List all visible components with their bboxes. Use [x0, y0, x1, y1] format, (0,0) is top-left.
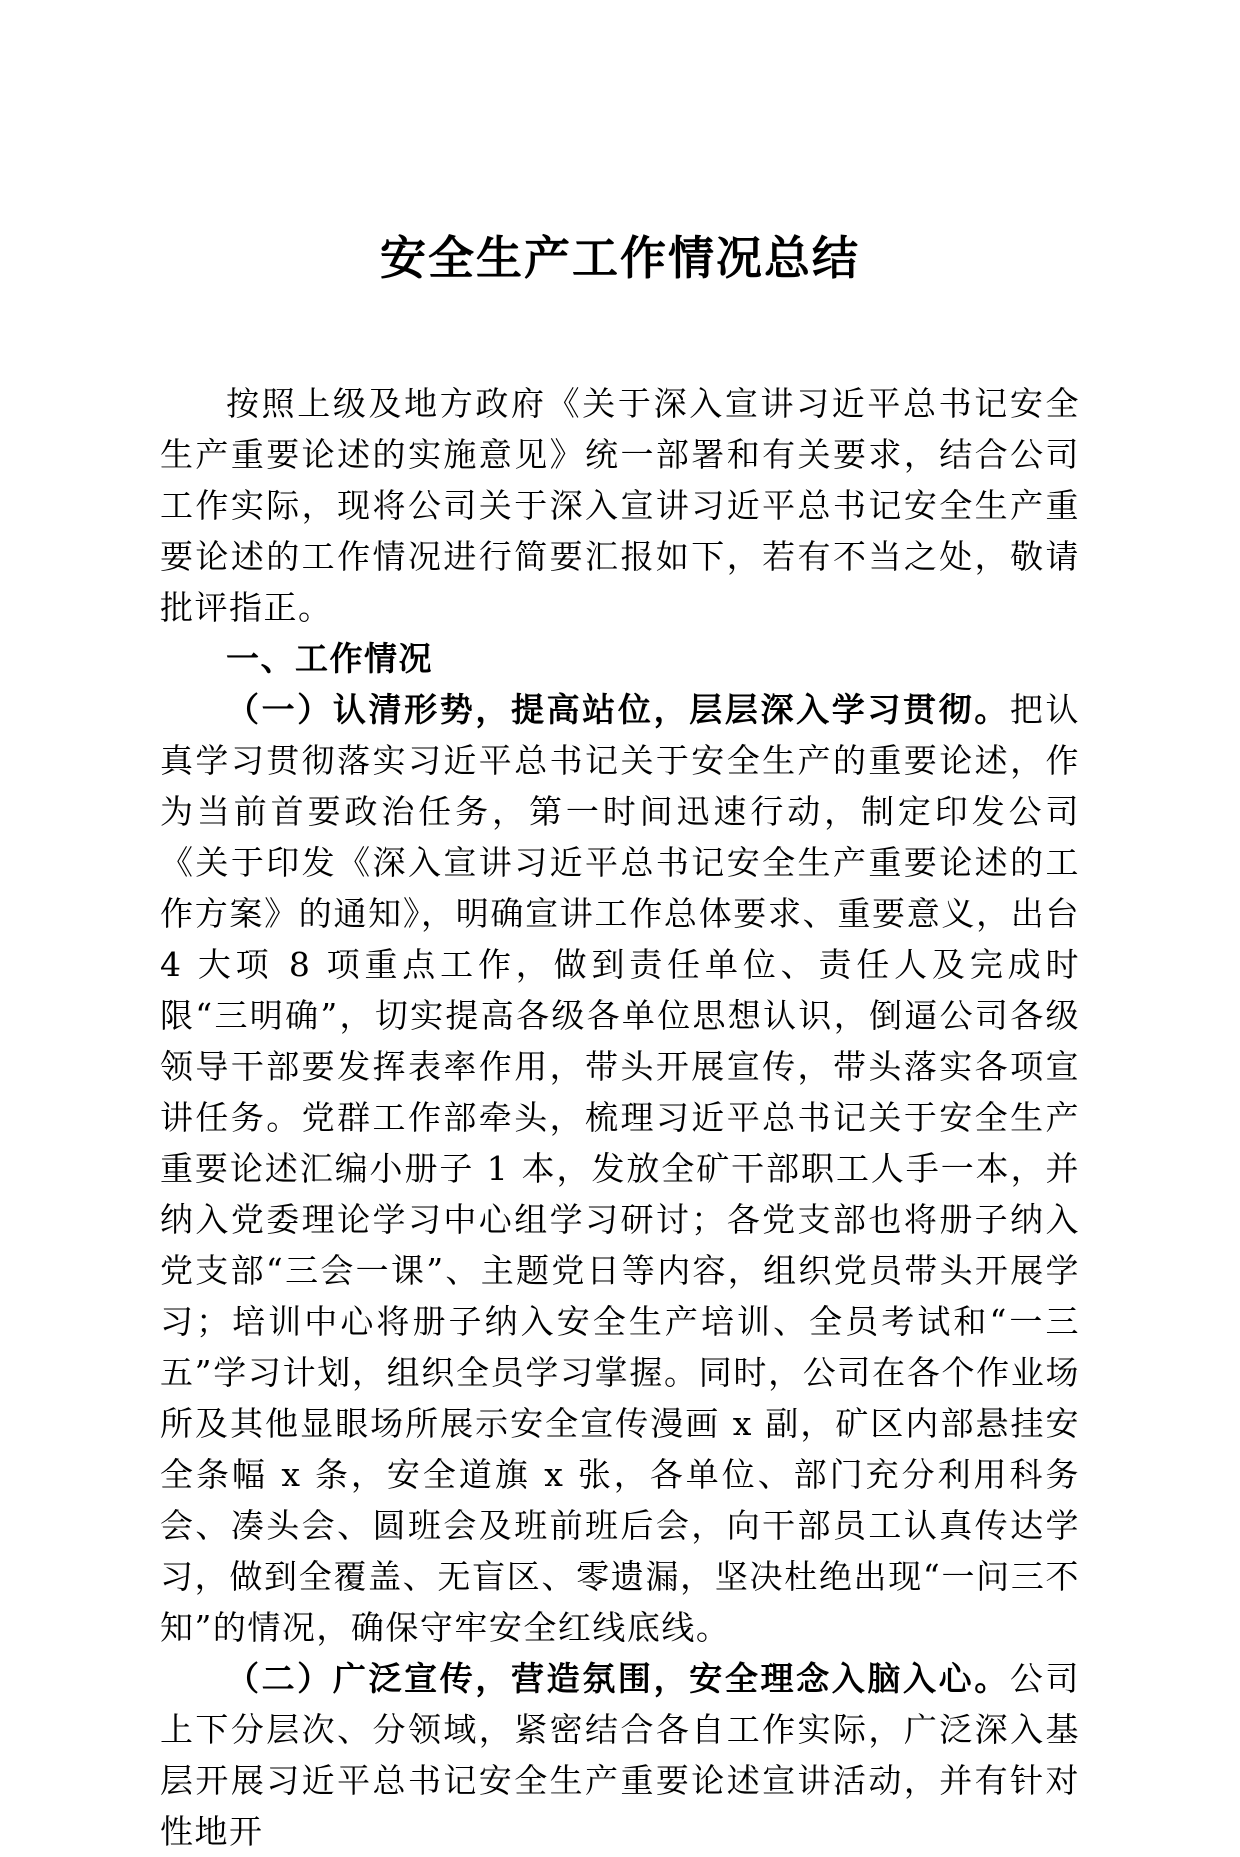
intro-paragraph: 按照上级及地方政府《关于深入宣讲习近平总书记安全生产重要论述的实施意见》统一部署和有关要求，结合公司工作实际，现将公司关于深入宣讲习近平总书记安全生产重要论述的工作情况进行简要汇报如下，若有不当之处，敬请批评指正。: [160, 384, 1080, 627]
document-body: [160, 378, 1080, 1857]
paragraph-2-subheading: （二）广泛宣传，营造氛围，安全理念入脑入心。: [226, 1659, 1010, 1698]
paragraph-1-subheading: （一）认清形势，提高站位，层层深入学习贯彻。: [226, 690, 1010, 729]
section-paragraph-1: [160, 684, 1080, 1653]
section-paragraph-2: [160, 1653, 1080, 1857]
section-heading: 一、工作情况: [226, 639, 433, 678]
document-title: 安全生产工作情况总结: [380, 231, 860, 285]
paragraph-1-text: 把认真学习贯彻落实习近平总书记关于安全生产的重要论述，作为当前首要政治任务，第一时间迅速行动，制定印发公司《关于印发《深入宣讲习近平总书记安全生产重要论述的工作方案》的通知》，明确宣讲工作总体要求、重要意义，出台 4 大项 8 项重点工作，做到责任单位、责任人及完成时限“三明确”，切实提高各级各单位思想认识，倒逼公司各级领导干部要发挥表率作用，带头开展宣传，带头落实各项宣讲任务。党群工作部牵头，梳理习近平总书记关于安全生产重要论述汇编小册子 1 本，发放全矿干部职工人手一本，并纳入党委理论学习中心组学习研讨；各党支部也将册子纳入党支部“三会一课”、主题党日等内容，组织党员带头开展学习；培训中心将册子纳入安全生产培训、全员考试和“一三五”学习计划，组织全员学习掌握。同时，公司在各个作业场所及其他显眼场所展示安全宣传漫画 x 副，矿区内部悬挂安全条幅 x 条，安全道旗 x 张，各单位、部门充分利用科务会、凑头会、圆班会及班前班后会，向干部员工认真传达学习，做到全覆盖、无盲区、零遗漏，坚决杜绝出现“一问三不知”的情况，确保守牢安全红线底线。: [160, 690, 1081, 1647]
paragraph-2-text: 公司上下分层次、分领域，紧密结合各自工作实际，广泛深入基层开展习近平总书记安全生产重要论述宣讲活动，并有针对性地开: [160, 1659, 1081, 1851]
